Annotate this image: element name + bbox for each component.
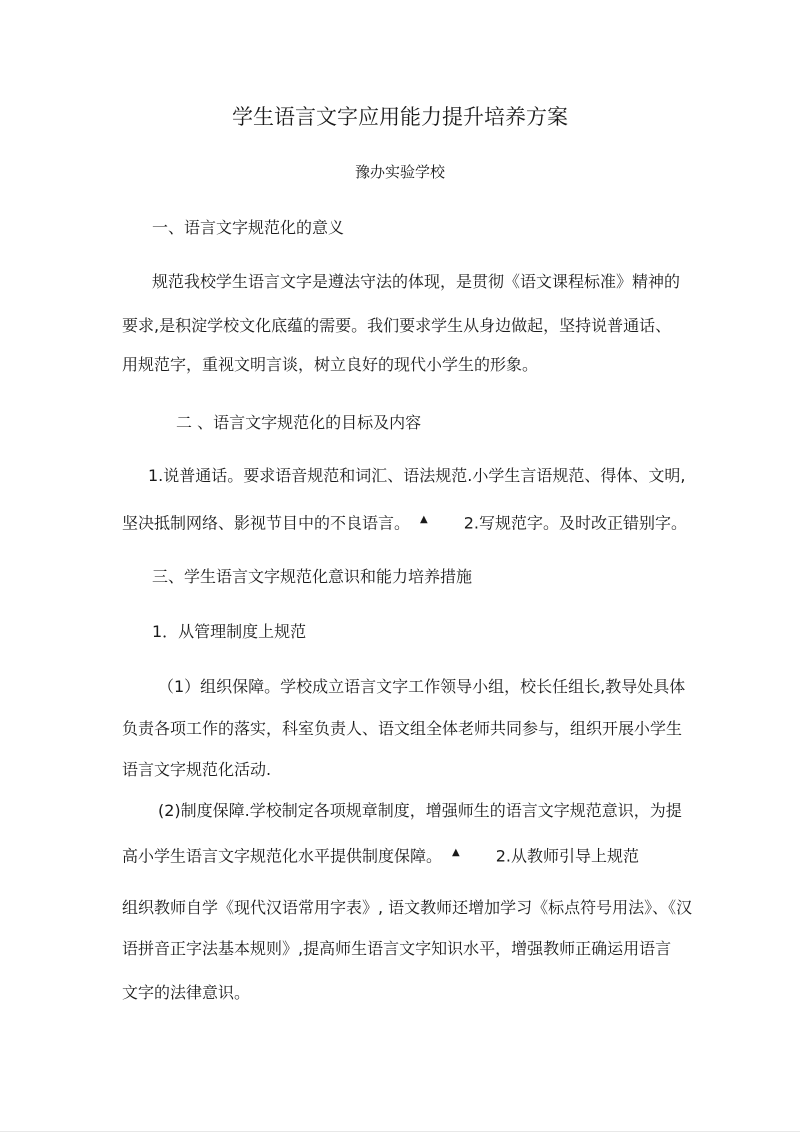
school-name: 豫办实验学校 xyxy=(354,163,445,181)
section3-p3-line2: 语拼音正字法基本规则》,提高师生语言文字知识水平，增强教师正确运用语言 xyxy=(122,939,672,958)
section1-line2: 要求,是积淀学校文化底蕴的需要。我们要求学生从身边做起，坚持说普通话、 xyxy=(122,316,672,335)
section3-p3-line3: 文字的法律意识。 xyxy=(122,983,251,1002)
section2-line2 xyxy=(122,510,687,533)
section2-line1: 1.说普通话。要求语音规范和词汇、语法规范.小学生言语规范、得体、文明, xyxy=(148,466,686,485)
section1-line3: 用规范字，重视文明言谈，树立良好的现代小学生的形象。 xyxy=(122,355,539,374)
section3-p2-line1: (2)制度保障.学校制定各项规章制度，增强师生的语言文字规范意识，为提 xyxy=(158,801,682,820)
section3-p2-line2-text: 高小学生语言文字规范化水平提供制度保障。 xyxy=(122,846,443,866)
section3-p3-line1: 组织教师自学《现代汉语常用字表》, 语文教师还增加学习《标点符号用法》、《汉 xyxy=(122,898,693,917)
section3-p1-line2: 负责各项工作的落实，科室负责人、语文组全体老师共同参与，组织开展小学生 xyxy=(122,719,683,738)
triangle-marker-icon: ▲ xyxy=(452,847,460,858)
section2-line2-item2: 2.写规范字。及时改正错别字。 xyxy=(463,513,687,533)
section3-subheading2: 2.从教师引导上规范 xyxy=(495,846,639,866)
section3-p2-line2 xyxy=(122,843,639,866)
section1-heading: 一、语言文字规范化的意义 xyxy=(152,218,345,237)
section2-heading: 二 、语言文字规范化的目标及内容 xyxy=(176,413,422,432)
document-title: 学生语言文字应用能力提升培养方案 xyxy=(232,105,568,129)
section3-subheading1: 1．从管理制度上规范 xyxy=(152,622,307,641)
section1-line1: 规范我校学生语言文字是遵法守法的体现，是贯彻《语文课程标准》精神的 xyxy=(152,272,681,291)
section3-heading: 三、学生语言文字规范化意识和能力培养措施 xyxy=(152,567,473,586)
section3-p1-line1: （1）组织保障。学校成立语言文字工作领导小组，校长任组长,教导处具体 xyxy=(158,677,686,696)
section2-line2-text: 坚决抵制网络、影视节目中的不良语言。 xyxy=(122,513,411,533)
section3-p1-line3: 语言文字规范化活动. xyxy=(122,760,272,779)
triangle-marker-icon: ▲ xyxy=(420,514,428,525)
